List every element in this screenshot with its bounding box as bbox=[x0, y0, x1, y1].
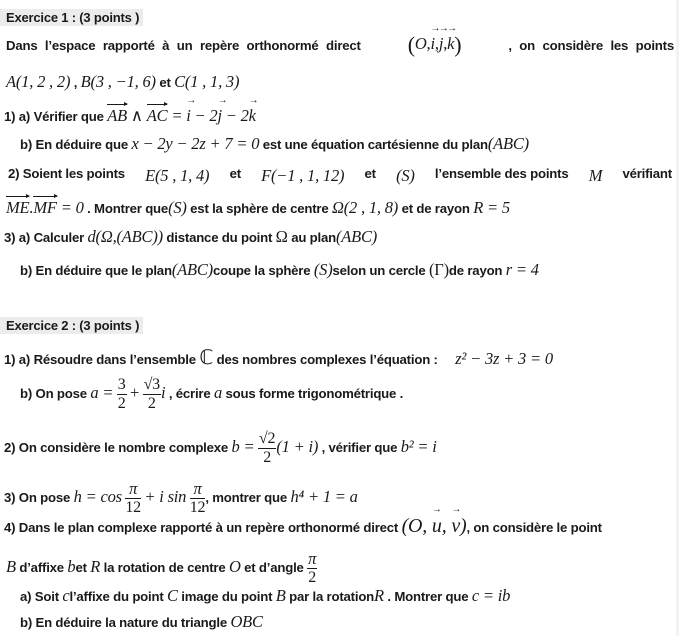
q3b-label: b) En déduire que le plan bbox=[20, 263, 172, 278]
ex2-q2 bbox=[4, 430, 437, 467]
ex2-q4b bbox=[20, 612, 263, 632]
q2-text: , vérifier que bbox=[321, 439, 398, 455]
q1b-text: , écrire bbox=[168, 385, 211, 401]
q2-text2: . Montrer que bbox=[87, 201, 169, 216]
b-squared-claim: b² = i bbox=[400, 436, 437, 456]
fraction-pi-over-12: $\frac{\pi}{12}$ bbox=[125, 479, 141, 516]
exercise-1-heading-row bbox=[0, 10, 143, 25]
ex2-q1b bbox=[20, 376, 403, 413]
q1a-label: 1) a) Résoudre dans l’ensemble bbox=[4, 352, 196, 367]
exercise-1-heading: Exercice 1 : (3 points ) bbox=[0, 9, 143, 26]
fraction-pi-over-2: $\frac{\pi}{2}$ bbox=[308, 549, 317, 586]
plane-abc: (ABC) bbox=[335, 227, 378, 246]
ex1-q1a bbox=[4, 104, 256, 126]
sphere-radius: R = 5 bbox=[473, 198, 510, 217]
var-a: a bbox=[213, 382, 223, 402]
q3a-text: distance du point bbox=[166, 230, 273, 245]
imaginary-unit: i bbox=[160, 382, 166, 402]
q4-label: 4) Dans le plan complexe rapporté à un repère orthonormé direct bbox=[4, 520, 399, 535]
b-lhs: b = bbox=[231, 436, 255, 456]
point-m: M bbox=[588, 166, 603, 185]
q1a-label: 1) a) Vérifier que bbox=[4, 109, 104, 124]
q4a-text: l’affixe du point bbox=[69, 589, 164, 604]
circle-gamma: (Γ) bbox=[428, 260, 449, 279]
points-line: A(1, 2 , 2) , B(3 , −1, 6) et C(1 , 1, 3) bbox=[6, 72, 240, 91]
exercise-2-heading: Exercice 2 : (3 points ) bbox=[0, 317, 143, 334]
plane-equation: x − 2y − 2z + 7 = 0 bbox=[131, 134, 260, 153]
ex1-q3a bbox=[4, 227, 377, 247]
point-a: A(1, 2 , 2) bbox=[6, 72, 71, 91]
point-c: C bbox=[167, 586, 178, 605]
set-s: (S) bbox=[396, 166, 415, 185]
ex2-q4-cont bbox=[6, 550, 317, 587]
circle-radius: r = 4 bbox=[505, 260, 539, 279]
i-sin: + i sin bbox=[144, 486, 187, 506]
intro-text-2: , on considère les points bbox=[508, 38, 674, 53]
q4-text3: et bbox=[75, 559, 87, 575]
rotation-r: R bbox=[374, 586, 384, 605]
point-b: B(3 , −1, 6) bbox=[80, 72, 156, 91]
triangle-obc: OBC bbox=[230, 612, 263, 631]
fraction-pi-over-12: $\frac{\pi}{12}$ bbox=[189, 479, 206, 516]
q4-text: , on considère le point bbox=[466, 520, 602, 535]
q4-text4: la rotation de centre bbox=[103, 559, 226, 575]
ex2-q4a bbox=[20, 586, 510, 606]
affix-c: c bbox=[62, 586, 70, 605]
conj-et: et bbox=[229, 166, 241, 181]
q2-label: 2) Soient les points bbox=[8, 166, 125, 181]
q1b-label: b) En déduire que bbox=[20, 137, 128, 152]
plus-sign: + bbox=[130, 382, 140, 402]
quadratic-equation: z² − 3z + 3 = 0 bbox=[455, 349, 553, 368]
q2-text4: et de rayon bbox=[401, 201, 470, 216]
q1b-text2: sous forme trigonométrique . bbox=[225, 385, 404, 401]
h-lhs: h = cos bbox=[73, 486, 122, 506]
q1b-label: b) On pose bbox=[20, 385, 87, 401]
c-claim: c = ib bbox=[471, 586, 511, 605]
ex1-q3b bbox=[20, 260, 539, 280]
q3-text: , montrer que bbox=[205, 489, 287, 505]
dot-product-condition: ME.MF = 0 bbox=[6, 198, 84, 217]
set-s: (S) bbox=[168, 198, 187, 217]
q4a-label: a) Soit bbox=[20, 589, 59, 604]
fraction-3-over-2: $\frac{3}{2}$ bbox=[117, 376, 126, 412]
q4b-label: b) En déduire la nature du triangle bbox=[20, 615, 227, 630]
ex2-q4 bbox=[4, 515, 602, 538]
frame-ijk: (O,→ i,→ j,→ k) bbox=[408, 32, 462, 58]
q3-label: 3) On pose bbox=[4, 489, 71, 505]
q3b-text: coupe la sphère bbox=[212, 263, 311, 278]
fraction-sqrt3-over-2: $\frac{√3}{2}$ bbox=[143, 376, 160, 412]
b-tail: (1 + i) bbox=[276, 436, 319, 456]
q4-text2: d’affixe bbox=[19, 559, 64, 575]
q2-text: l’ensemble des points bbox=[434, 166, 569, 181]
point-e: E(5 , 1, 4) bbox=[145, 166, 210, 185]
point-f: F(−1 , 1, 12) bbox=[261, 166, 345, 185]
q3a-text2: au plan bbox=[291, 230, 336, 245]
point-o: O bbox=[228, 556, 241, 576]
point-b: B bbox=[6, 556, 16, 576]
q3a-label: 3) a) Calculer bbox=[4, 230, 85, 245]
q1b-text: est une équation cartésienne du plan bbox=[262, 137, 488, 152]
affix-b: b bbox=[67, 556, 76, 576]
point-b: B bbox=[275, 586, 286, 605]
plane-abc: (ABC) bbox=[487, 134, 529, 153]
q2-label: 2) On considère le nombre complexe bbox=[4, 439, 229, 455]
q4a-text2: image du point bbox=[181, 589, 273, 604]
rotation-r: R bbox=[90, 556, 101, 576]
fraction-sqrt2-over-2: $\frac{√2}{2}$ bbox=[258, 430, 276, 466]
ex1-q2-cont bbox=[6, 196, 510, 218]
cross-product-formula: AB ∧ AC = → i − 2→ j − 2→ k bbox=[107, 106, 256, 125]
q1a-text: des nombres complexes l’équation : bbox=[216, 352, 438, 367]
q3b-text2: selon un cercle bbox=[332, 263, 426, 278]
sphere-center: Ω(2 , 1, 8) bbox=[331, 198, 399, 217]
q4a-text3: par la rotation bbox=[289, 589, 375, 604]
frame-uv: (O, → u, → v) bbox=[402, 515, 467, 537]
q2-verifiant: vérifiant bbox=[622, 166, 672, 181]
conj-et: et bbox=[159, 75, 171, 90]
q4-text5: et d’angle bbox=[244, 559, 304, 575]
exercise-1-intro bbox=[6, 32, 674, 58]
q3b-text3: de rayon bbox=[448, 263, 503, 278]
distance-formula: d(Ω,(ABC)) bbox=[87, 227, 163, 246]
q4a-text4: . Montrer que bbox=[387, 589, 469, 604]
conj-et: et bbox=[364, 166, 376, 181]
complex-set-symbol: ℂ bbox=[199, 345, 214, 369]
a-lhs: a = bbox=[90, 382, 114, 402]
set-s: (S) bbox=[313, 260, 333, 279]
q2-text3: est la sphère de centre bbox=[190, 201, 329, 216]
ex2-q1a bbox=[4, 345, 553, 369]
h-claim: h⁴ + 1 = a bbox=[290, 486, 358, 506]
plane-abc: (ABC) bbox=[171, 260, 213, 279]
point-c: C(1 , 1, 3) bbox=[174, 72, 240, 91]
ex1-q1b bbox=[20, 134, 529, 154]
ex2-q3 bbox=[4, 480, 358, 517]
ex1-q2 bbox=[8, 166, 672, 186]
exercise-2-heading-row bbox=[0, 318, 143, 333]
omega: Ω bbox=[275, 227, 288, 246]
intro-text: Dans l’espace rapporté à un repère orthonormé direct bbox=[6, 38, 361, 53]
